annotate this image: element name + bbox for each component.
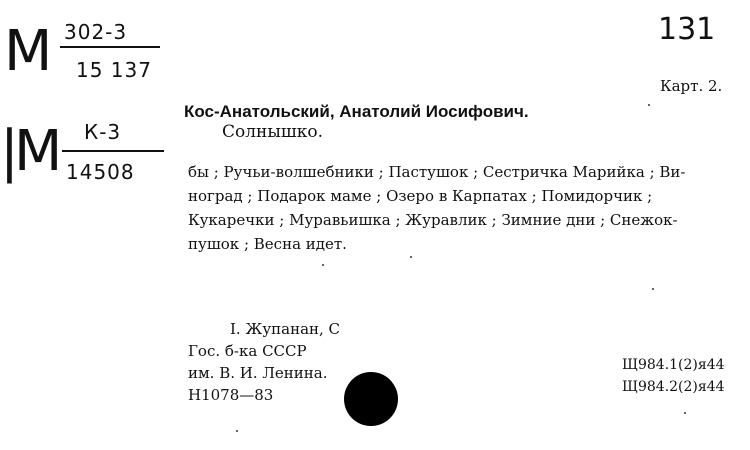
classification-codes xyxy=(622,354,725,398)
speck xyxy=(236,430,238,432)
contents-line: ноград ; Подарок маме ; Озеро в Карпатах ; Помидорчик ; xyxy=(188,187,653,205)
punch-hole xyxy=(344,372,398,426)
card-label: Карт. 2. xyxy=(660,77,723,95)
mark2-top: К-3 xyxy=(84,120,122,144)
author-heading: Кос-Анатольский, Анатолий Иосифович. xyxy=(184,102,529,121)
mark2-letter: М xyxy=(14,119,63,184)
library-line: Гос. б-ка СССР xyxy=(188,342,307,360)
speck xyxy=(410,256,412,258)
speck xyxy=(684,412,686,414)
book-title: Солнышко. xyxy=(222,122,323,142)
library-line: I. Жупанан, С xyxy=(230,320,341,338)
mark1-bottom: 15 137 xyxy=(76,58,152,82)
mark2-bottom: 14508 xyxy=(66,160,135,184)
mark2-bracket: | xyxy=(0,119,19,184)
contents-line: бы ; Ручьи-волшебники ; Пастушок ; Сестричка Марийка ; Ви- xyxy=(188,163,686,181)
speck xyxy=(648,104,650,106)
library-line: им. В. И. Ленина. xyxy=(188,364,328,382)
classification-code: Щ984.2(2)я44 xyxy=(622,379,725,395)
speck xyxy=(652,288,654,290)
mark1-fraction-line xyxy=(60,46,160,48)
contents-block xyxy=(188,160,733,256)
contents-line: Кукаречки ; Муравьишка ; Журавлик ; Зимние дни ; Снежок- xyxy=(188,211,678,229)
mark2-fraction-line xyxy=(62,150,164,152)
speck xyxy=(322,264,324,266)
corner-number: 131 xyxy=(658,12,716,47)
library-line: Н1078—83 xyxy=(188,386,274,404)
mark1-letter: М xyxy=(4,19,53,84)
classification-code: Щ984.1(2)я44 xyxy=(622,357,725,373)
library-block xyxy=(188,318,340,406)
mark1-top: 302-3 xyxy=(64,20,128,44)
contents-line: пушок ; Весна идет. xyxy=(188,235,347,253)
